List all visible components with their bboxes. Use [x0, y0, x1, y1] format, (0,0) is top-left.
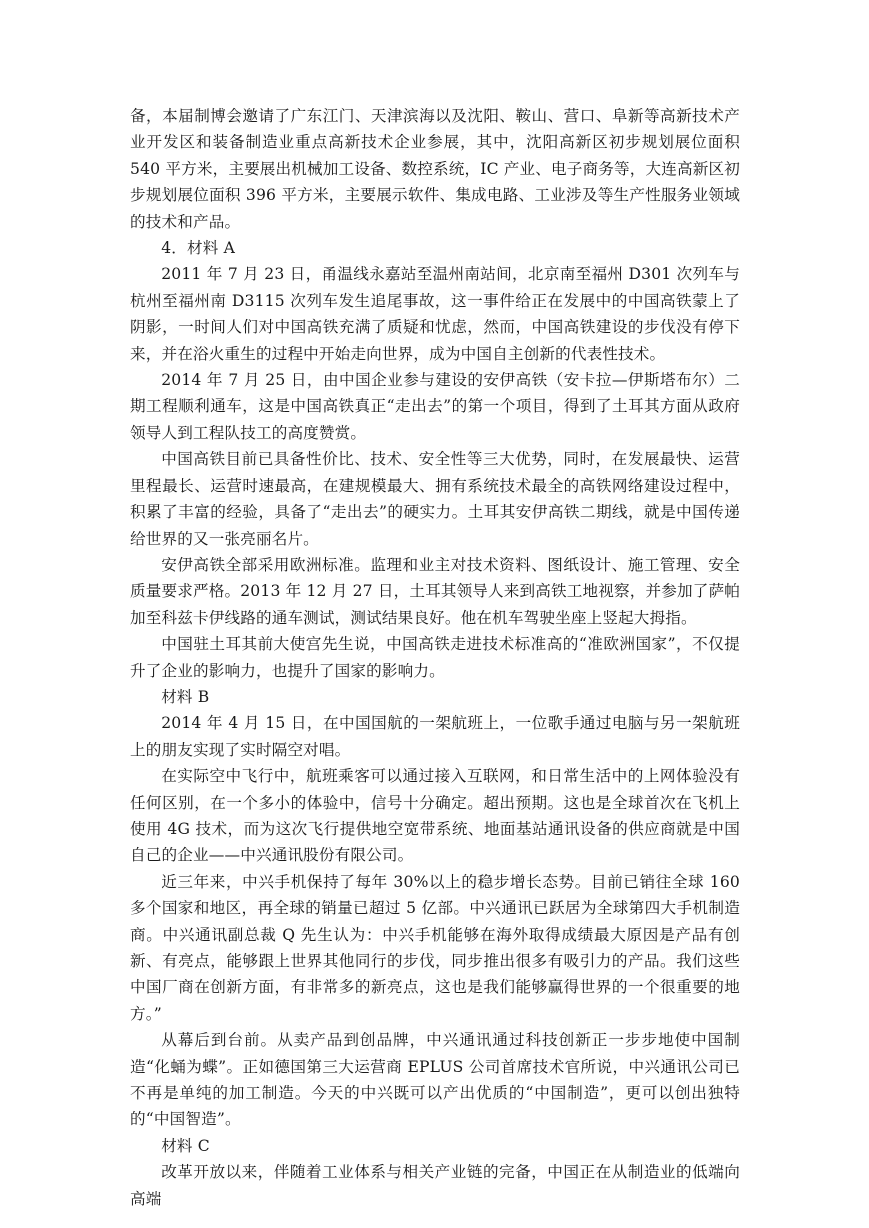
paragraph: 近三年来，中兴手机保持了每年 30%以上的稳步增长态势。目前已销往全球 160 多个国家和地区，再全球的销量已超过 5 亿部。中兴通讯已跃居为全球第四大手机制造商。中兴通讯副总裁 Q 先生认为：中兴手机能够在海外取得成绩最大原因是产品有创新、有亮点，能够跟上世界其他同行的步伐，同步推出很多有吸引力的产品。我们这些中国厂商在创新方面，有非常多的新亮点，这也是我们能够赢得世界的一个很重要的地方。” [130, 872, 740, 1023]
paragraph: 中国驻土耳其前大使宫先生说，中国高铁走进技术标准高的“准欧洲国家”，不仅提升了企业的影响力，也提升了国家的影响力。 [130, 635, 740, 680]
paragraph: 中国高铁目前已具备性价比、技术、安全性等三大优势，同时，在发展最快、运营里程最长、运营时速最高，在建规模最大、拥有系统技术最全的高铁网络建设过程中，积累了丰富的经验，具备了“走出去”的硬实力。土耳其安伊高铁二期线，就是中国传递给世界的又一张亮丽名片。 [130, 450, 740, 548]
section-heading-material-a: 4．材料 A [161, 239, 236, 258]
paragraph: 2014 年 7 月 25 日，由中国企业参与建设的安伊高铁（安卡拉—伊斯塔布尔）二期工程顺利通车，这是中国高铁真正“走出去”的第一个项目，得到了土耳其方面从政府领导人到工程队技工的高度赞赏。 [130, 371, 740, 442]
paragraph: 从幕后到台前。从卖产品到创品牌，中兴通讯通过科技创新正一步步地使中国制造“化蛹为蝶”。正如德国第三大运营商 EPLUS 公司首席技术官所说，中兴通讯公司已不再是单纯的加工制造。今天的中兴既可以产出优质的“中国制造”，更可以创出独特的“中国智造”。 [130, 1031, 740, 1129]
section-heading-material-c: 材料 C [161, 1136, 210, 1155]
paragraph: 改革开放以来，伴随着工业体系与相关产业链的完备，中国正在从制造业的低端向高端 [130, 1163, 740, 1208]
paragraph: 2011 年 7 月 23 日，甬温线永嘉站至温州南站间，北京南至福州 D301 次列车与杭州至福州南 D3115 次列车发生追尾事故，这一事件给正在发展中的中国高铁蒙上了阴影，一时间人们对中国高铁充满了质疑和忧虑，然而，中国高铁建设的步伐没有停下来，并在浴火重生的过程中开始走向世界，成为中国自主创新的代表性技术。 [130, 265, 740, 363]
document-body [130, 103, 740, 1212]
paragraph: 安伊高铁全部采用欧洲标准。监理和业主对技术资料、图纸设计、施工管理、安全质量要求严格。2013 年 12 月 27 日，土耳其领导人来到高铁工地视察，并参加了萨帕加至科兹卡伊线路的通车测试，测试结果良好。他在机车驾驶坐座上竖起大拇指。 [130, 555, 740, 627]
paragraph-continued: 备，本届制博会邀请了广东江门、天津滨海以及沈阳、鞍山、营口、阜新等高新技术产业开发区和装备制造业重点高新技术企业参展，其中，沈阳高新区初步规划展位面积 540 平方米，主要展出机械加工设备、数控系统，IC 产业、电子商务等，大连高新区初步规划展位面积 396 平方米，主要展示软件、集成电路、工业涉及等生产性服务业领域的技术和产品。 [130, 107, 740, 231]
section-heading-material-b: 材料 B [161, 687, 210, 706]
paragraph: 在实际空中飞行中，航班乘客可以通过接入互联网，和日常生活中的上网体验没有任何区别，在一个多小的体验中，信号十分确定。超出预期。这也是全球首次在飞机上使用 4G 技术，而为这次飞行提供地空宽带系统、地面基站通讯设备的供应商就是中国自己的企业——中兴通讯股份有限公司。 [130, 767, 740, 865]
paragraph: 2014 年 4 月 15 日，在中国国航的一架航班上，一位歌手通过电脑与另一架航班上的朋友实现了实时隔空对唱。 [130, 714, 740, 759]
